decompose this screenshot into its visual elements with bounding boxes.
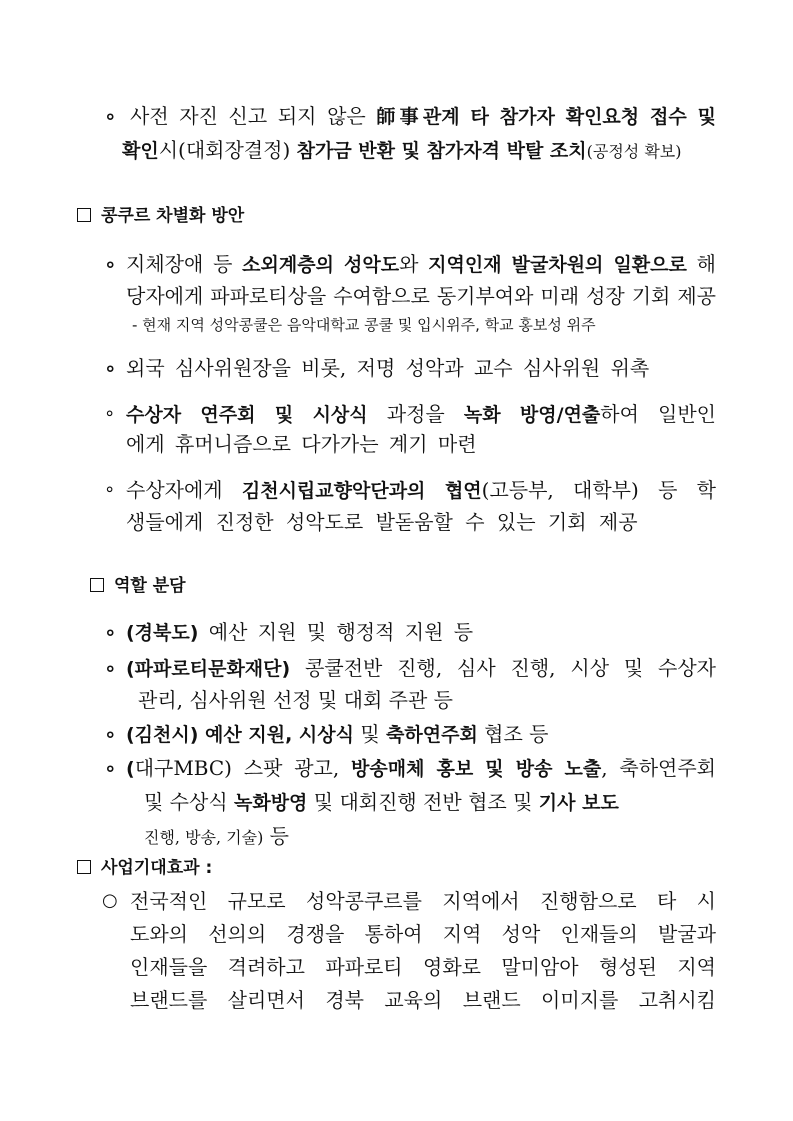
checkbox-square-icon — [90, 578, 104, 592]
checkbox-square-icon — [77, 860, 91, 874]
role-mbc-line-1: (대구MBC) 스팟 광고, 방송매체 홍보 및 방송 노출, 축하연주회 — [126, 756, 716, 780]
section-heading-roles: 역할 분담 — [90, 572, 186, 600]
bullet-dot: ∘ — [104, 722, 117, 746]
diff-item-4-line-2: 생들에게 진정한 성악도로 발돋움할 수 있는 기회 제공 — [126, 510, 638, 534]
diff-item-4-line-1: 수상자에게 김천시립교향악단과의 협연(고등부, 대학부) 등 학 — [126, 478, 716, 502]
bullet-dot: ∘ — [104, 403, 116, 424]
role-gyeongbuk-line: (경북도) 예산 지원 및 행정적 지원 등 — [126, 620, 474, 644]
diff-item-2-line-1: 외국 심사위원장을 비롯, 저명 성악과 교수 심사위원 위촉 — [126, 356, 650, 380]
diff-item-3-line-2: 에게 휴머니즘으로 다가가는 계기 마련 — [126, 432, 477, 456]
role-foundation-line-2: 관리, 심사위원 선정 및 대회 주관 등 — [138, 688, 453, 712]
role-mbc-line-2: 및 수상식 녹화방영 및 대회진행 전반 협조 및 기사 보도 — [144, 790, 619, 814]
diff-item-1-line-1: 지체장애 등 소외계층의 성악도와 지역인재 발굴차원의 일환으로 해 — [126, 252, 716, 276]
effect-line-4: 브랜드를 살리면서 경북 교육의 브랜드 이미지를 고취시킴 — [130, 988, 716, 1012]
bullet-dot: ∘ — [104, 104, 117, 128]
section-heading-expected-effects: 사업기대효과 : — [77, 854, 212, 882]
role-foundation-line-1: (파파로티문화재단) 콩쿨전반 진행, 심사 진행, 시상 및 수상자 — [126, 656, 716, 680]
effect-line-3: 인재들을 격려하고 파파로티 영화로 말미암아 형성된 지역 — [130, 955, 716, 979]
role-mbc-line-3: 진행, 방송, 기술) 등 — [144, 824, 290, 848]
bullet-dot: ∘ — [104, 756, 117, 780]
bullet-dot: ∘ — [104, 656, 117, 680]
section-heading-differentiation: 콩쿠르 차별화 방안 — [77, 202, 244, 230]
diff-item-1-note: - 현재 지역 성악콩쿨은 음악대학교 콩쿨 및 입시위주, 학교 홍보성 위주 — [132, 316, 596, 334]
bullet-dot: ∘ — [104, 356, 117, 380]
effect-line-2: 도와의 선의의 경쟁을 통하여 지역 성악 인재들의 발굴과 — [130, 922, 716, 946]
bullet-dot: ∘ — [104, 620, 117, 644]
intro-line-1: 사전 자진 신고 되지 않은 師事관계 타 참가자 확인요청 접수 및 — [130, 104, 716, 128]
intro-line-2: 확인시(대회장결정) 참가금 반환 및 참가자격 박탈 조치(공정성 확보) — [122, 138, 682, 162]
diff-item-3-line-1: 수상자 연주회 및 시상식 과정을 녹화 방영/연출하여 일반인 — [126, 402, 716, 426]
role-gimcheon-line: (김천시) 예산 지원, 시상식 및 축하연주회 협조 등 — [126, 722, 549, 746]
bullet-circle: ○ — [102, 890, 118, 911]
bullet-dot: ∘ — [104, 479, 116, 500]
diff-item-1-line-2: 당자에게 파파로티상을 수여함으로 동기부여와 미래 성장 기회 제공 — [126, 284, 716, 308]
bullet-dot: ∘ — [104, 252, 117, 276]
checkbox-square-icon — [77, 208, 91, 222]
effect-line-1: 전국적인 규모로 성악콩쿠르를 지역에서 진행함으로 타 시 — [130, 889, 716, 913]
